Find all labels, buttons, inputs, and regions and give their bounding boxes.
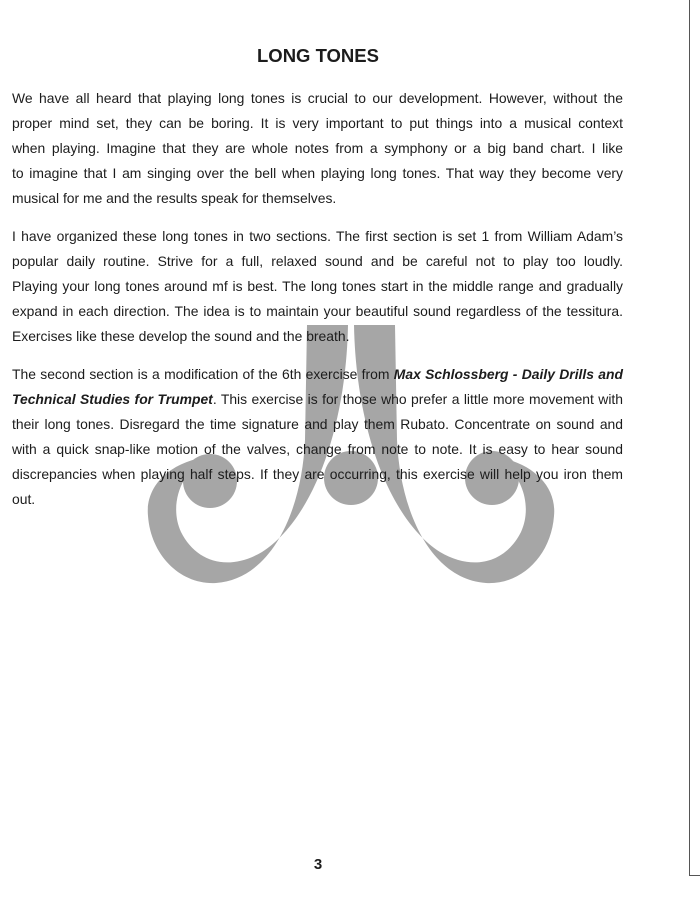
text-line: their long tones. Disregard the time signature and play them Rubato. Concentrate on sound and bbox=[12, 416, 623, 432]
paragraph-3 bbox=[12, 362, 623, 512]
text-line: We have all heard that playing long tones is crucial to our development. However, without the bbox=[12, 90, 623, 106]
text-line: with a quick snap-like motion of the valves, change from note to note. It is easy to hear sound bbox=[12, 441, 623, 457]
page-number: 3 bbox=[313, 856, 323, 873]
text-span: The second section is a modification of the 6th exercise from bbox=[12, 366, 394, 382]
text-line: expand in each direction. The idea is to maintain your beautiful sound regardless of the tessitura. bbox=[12, 303, 623, 319]
book-title-part-1: Max Schlossberg - Daily Drills and bbox=[393, 366, 624, 382]
document-body bbox=[12, 86, 623, 525]
text-line: Exercises like these develop the sound and the breath. bbox=[12, 328, 350, 344]
paragraph-1 bbox=[12, 86, 623, 211]
text-line bbox=[12, 362, 623, 387]
text-line: I have organized these long tones in two sections. The first section is set 1 from William Adam’s bbox=[12, 228, 623, 244]
text-line: musical for me and the results speak for themselves. bbox=[12, 190, 337, 206]
text-line: popular daily routine. Strive for a full, relaxed sound and be careful not to play too loudly. bbox=[12, 253, 623, 269]
text-line: when playing. Imagine that they are whole notes from a symphony or a big band chart. I like bbox=[12, 140, 623, 156]
text-line: out. bbox=[12, 491, 36, 507]
book-title-part-2: Technical Studies for Trumpet bbox=[12, 391, 213, 407]
text-line: to imagine that I am singing over the bell when playing long tones. That way they become very bbox=[12, 165, 623, 181]
page-title: LONG TONES bbox=[257, 45, 379, 66]
text-line bbox=[12, 387, 623, 412]
text-line: discrepancies when playing half steps. If they are occurring, this exercise will help you iron them bbox=[12, 466, 623, 482]
text-line: proper mind set, they can be boring. It is very important to put things into a musical context bbox=[12, 115, 623, 131]
paragraph-2 bbox=[12, 224, 623, 349]
text-line: Playing your long tones around mf is best. The long tones start in the middle range and gradually bbox=[12, 278, 623, 294]
text-span: . This exercise is for those who prefer a little more movement with bbox=[212, 391, 623, 407]
page-edge-border bbox=[689, 0, 700, 876]
